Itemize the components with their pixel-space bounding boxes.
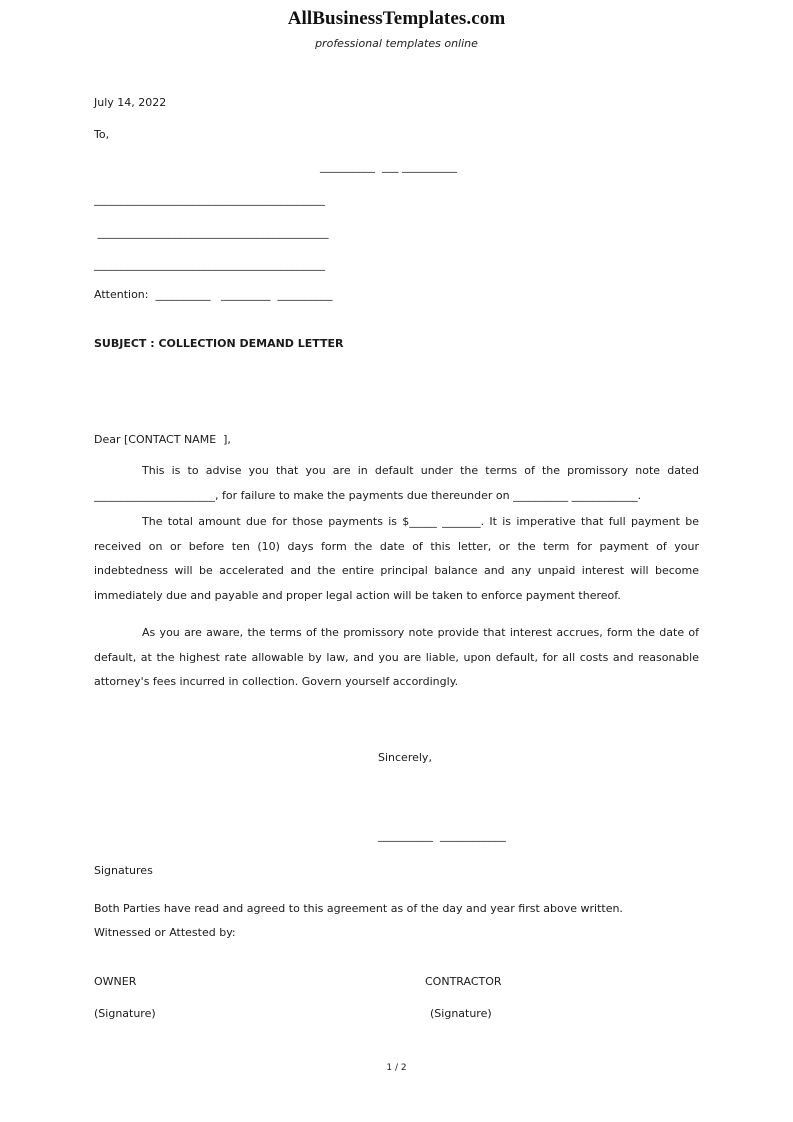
address-line-1: __________________________________________ — [94, 193, 325, 206]
owner-label: OWNER — [94, 975, 137, 988]
subject-line: SUBJECT : COLLECTION DEMAND LETTER — [94, 337, 344, 350]
page-number: 1 / 2 — [386, 1063, 407, 1073]
contractor-signature: (Signature) — [430, 1007, 492, 1020]
signature-blank: __________ ____________ — [378, 829, 506, 842]
address-line-3: __________________________________________ — [94, 258, 325, 271]
body-paragraph-3: As you are aware, the terms of the promissory note provide that interest accrues, form the date of default, at the highest rate allowable by law, and you are liable, upon default, for all costs and reasonable attorney's fees incurred in collection. Govern yourself accordingly. — [94, 626, 699, 688]
contractor-label: CONTRACTOR — [425, 975, 502, 988]
attention-line: Attention: __________ _________ __________ — [94, 288, 333, 301]
closing: Sincerely, — [378, 751, 432, 764]
brand-tagline: professional templates online — [315, 37, 478, 50]
recipient-name-blank: __________ ___ __________ — [320, 160, 457, 173]
agreement-text: Both Parties have read and agreed to this agreement as of the day and year first above written. — [94, 902, 623, 915]
witness-text: Witnessed or Attested by: — [94, 926, 236, 939]
body-paragraph-2: The total amount due for those payments is $_____ _______. It is imperative that full payment be received on or before ten (10) days form the date of this letter, or the term for payment of your indebtedness will be accelerated and the entire principal balance and any unpaid interest will become immediately due and payable and proper legal action will be taken to enforce payment thereof. — [94, 515, 699, 602]
letter-date: July 14, 2022 — [94, 96, 167, 109]
recipient-to: To, — [94, 128, 110, 141]
salutation: Dear [CONTACT NAME ], — [94, 433, 231, 446]
brand-title: AllBusinessTemplates.com — [287, 8, 506, 29]
owner-signature: (Signature) — [94, 1007, 156, 1020]
address-line-2: __________________________________________ — [94, 226, 329, 239]
body-paragraph-1: This is to advise you that you are in default under the terms of the promissory note dated ______________________, for failure to make the payments due thereunder on __________ ____________. — [94, 464, 699, 502]
signatures-heading: Signatures — [94, 864, 153, 877]
